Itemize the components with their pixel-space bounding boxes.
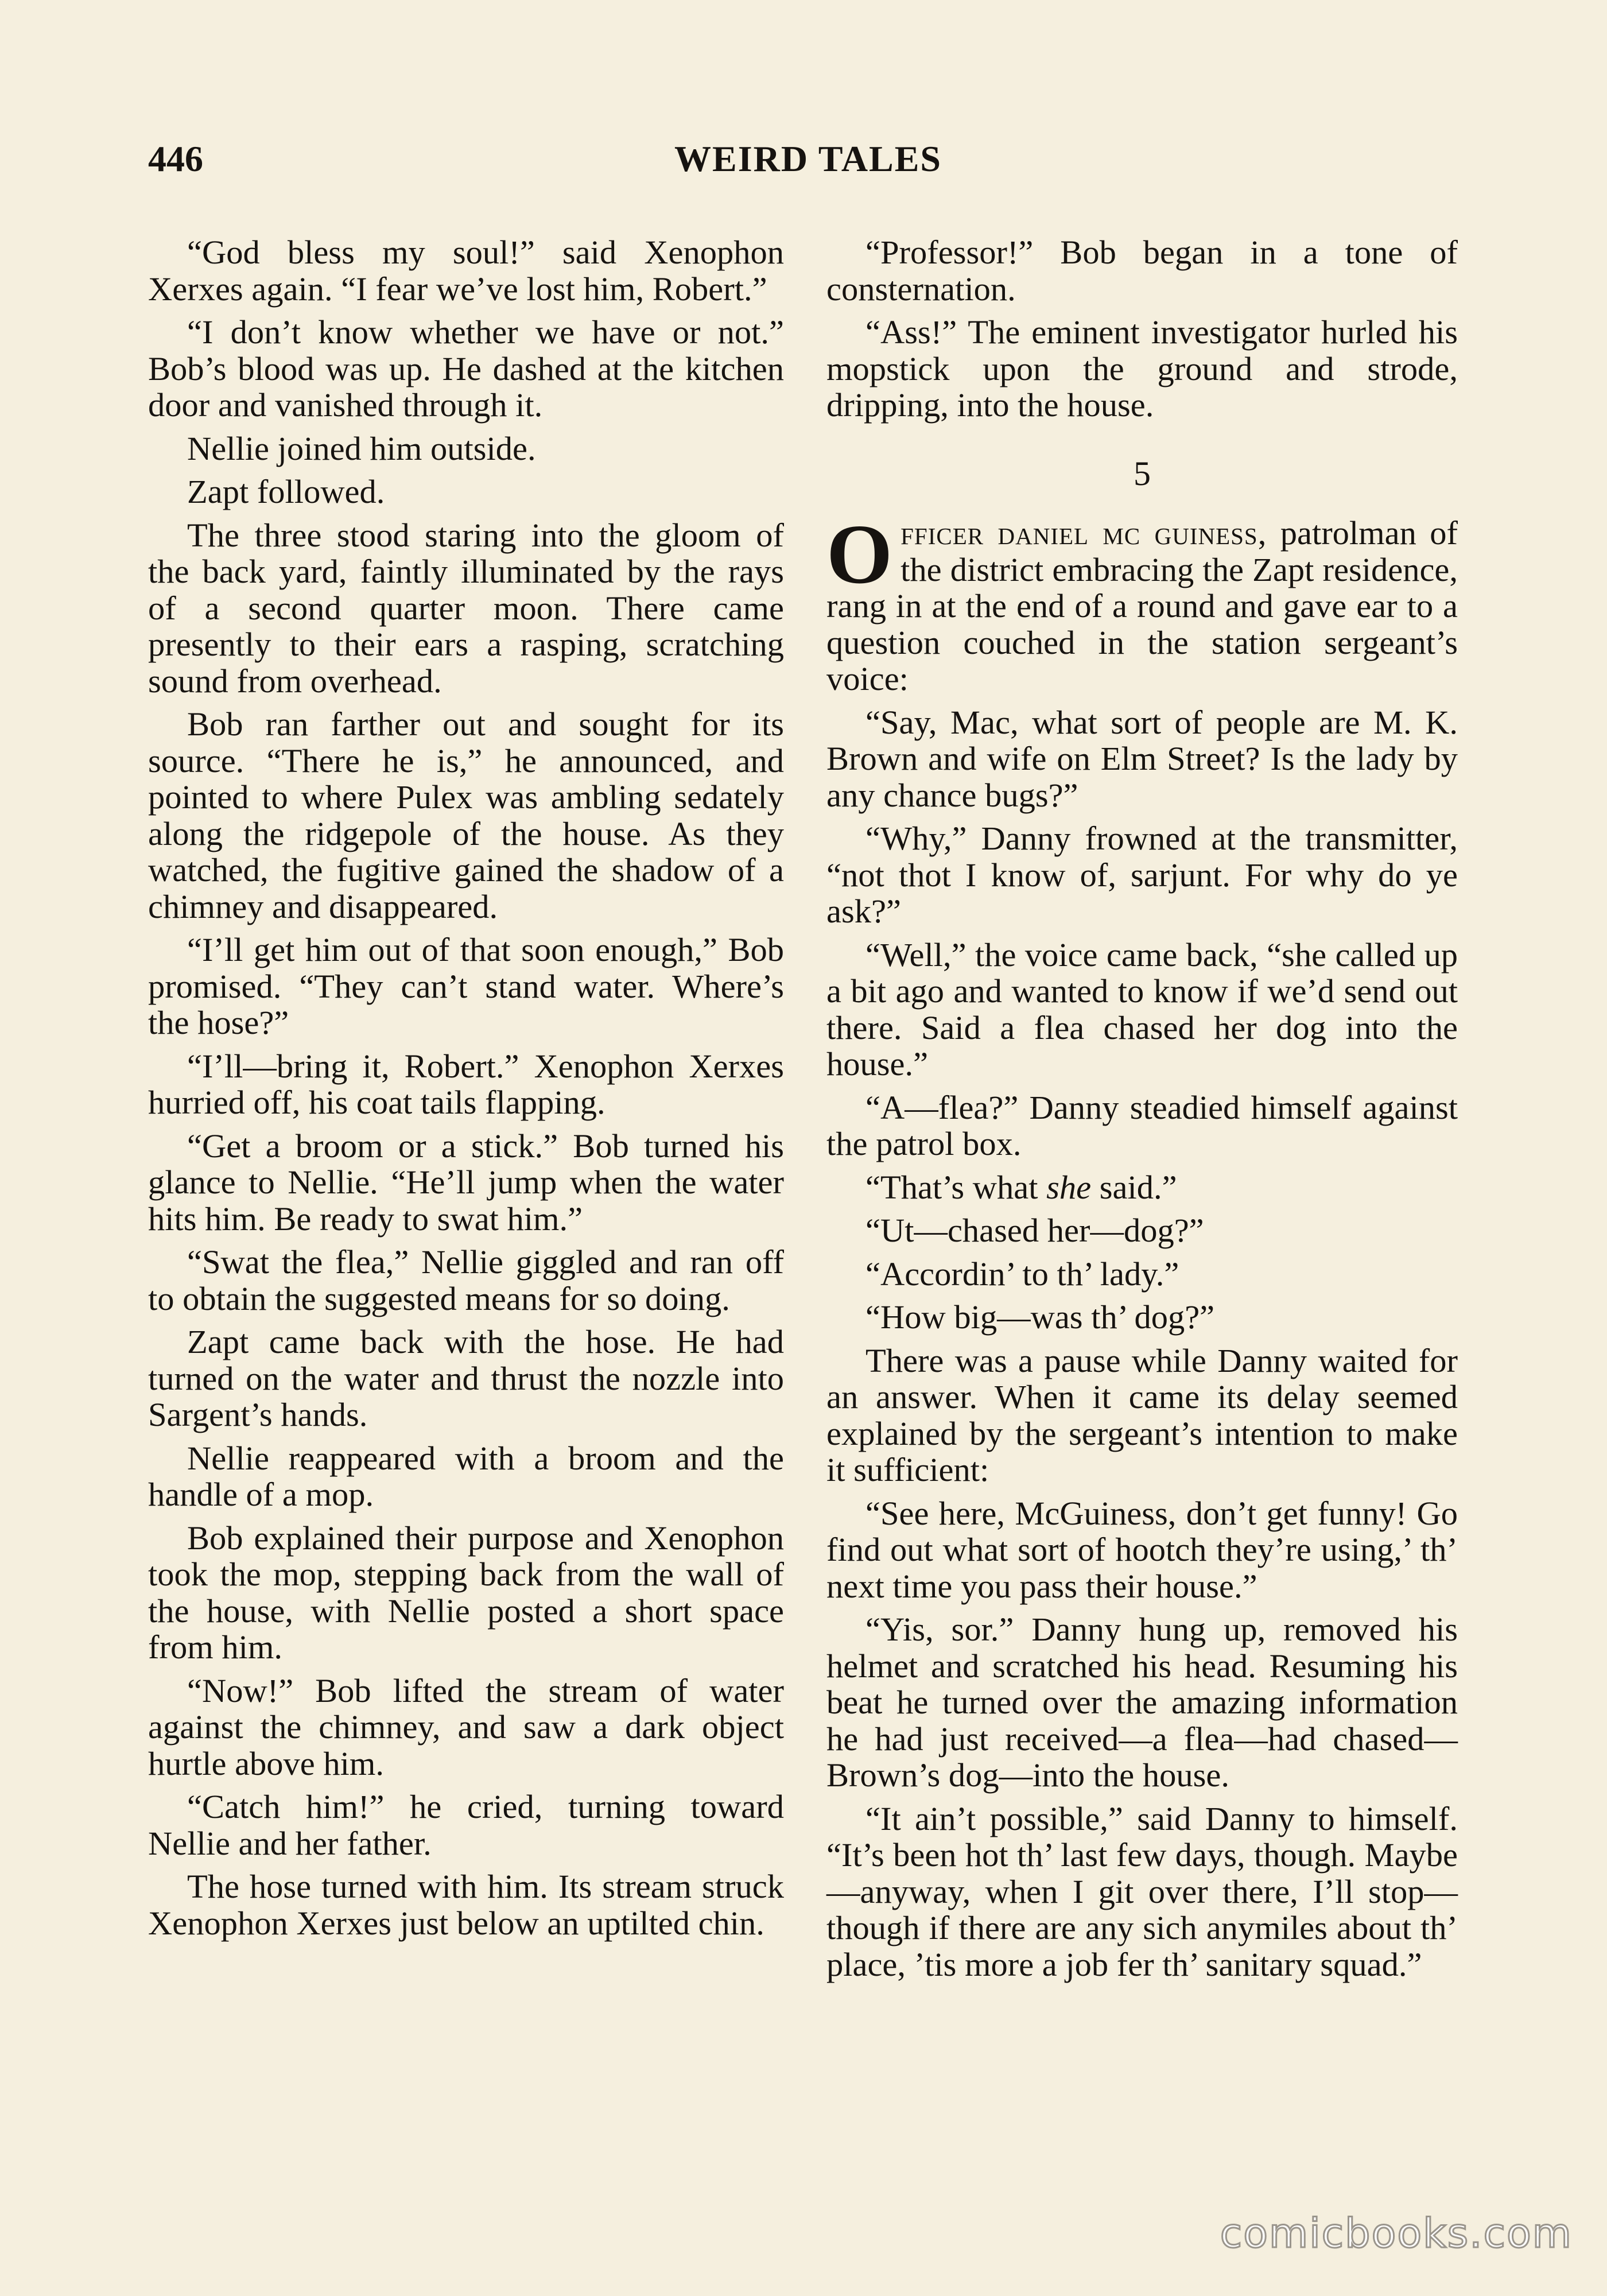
paragraph: There was a pause while Danny waited for an answer. When it came its delay seemed explained by the sergeant’s intention to make it sufficient: [826, 1341, 1458, 1488]
paragraph: “Swat the flea,” Nellie giggled and ran off to obtain the suggested means for so doing. [148, 1243, 784, 1317]
paragraph: “Now!” Bob lifted the stream of water against the chimney, and saw a dark object hurtle above him. [148, 1671, 784, 1782]
left-column [148, 234, 784, 1948]
paragraph: “God bless my soul!” said Xenophon Xerxes again. “I fear we’ve lost him, Robert.” [148, 234, 784, 308]
paragraph: “I’ll—bring it, Robert.” Xenophon Xerxes hurried off, his coat tails flapping. [148, 1047, 784, 1121]
paragraph: “I’ll get him out of that soon enough,” Bob promised. “They can’t stand water. Where’s the hose?” [148, 931, 784, 1041]
paragraph: “Ass!” The eminent investigator hurled his mopstick upon the ground and strode, dripping, into the house. [826, 313, 1458, 424]
paragraph: Zapt followed. [187, 473, 385, 510]
paragraph: “It ain’t possible,” said Danny to himself. “It’s been hot th’ last few days, though. Maybe—anyway, when I git over there, I’ll stop—though if there are any sich anymiles about th’ place, ’tis more a job fer th’ sanitary squad.” [826, 1799, 1458, 1983]
italic-line-before: “That’s what [865, 1168, 1047, 1206]
section-number: 5 [1134, 454, 1151, 492]
paragraph: “Why,” Danny frowned at the transmitter, “not thot I know of, sarjunt. For why do ye ask?” [826, 820, 1458, 930]
paragraph: “Get a broom or a stick.” Bob turned his glance to Nellie. “He’ll jump when the water hits him. Be ready to swat him.” [148, 1127, 784, 1238]
paragraph: The three stood staring into the gloom of the back yard, faintly illuminated by the rays of a second quarter moon. There came presently to their ears a rasping, scratching sound from overhead. [148, 516, 784, 700]
watermark: comicbooks.com [1220, 2210, 1573, 2257]
paragraph: “Accordin’ to th’ lady.” [865, 1255, 1179, 1293]
paragraph: “Yis, sor.” Danny hung up, removed his helmet and scratched his head. Resuming his beat he turned over the amazing information he had just received—a flea—had chased—Brown’s dog—into the house. [826, 1611, 1458, 1794]
section-opening-paragraph [826, 507, 1458, 697]
paragraph: “Ut—chased her—dog?” [865, 1212, 1204, 1249]
drop-cap: O [826, 507, 893, 602]
paragraph: “Professor!” Bob began in a tone of consternation. [826, 234, 1458, 308]
opening-text: patrolman of the district embracing the Zapt residence, rang in at the end of a round and gave ear to a question couched in the station sergeant’s voice: [826, 514, 1458, 697]
paragraph: Nellie reappeared with a broom and the handle of a mop. [148, 1439, 784, 1513]
paragraph: Bob ran farther out and sought for its source. “There he is,” he announced, and pointed to where Pulex was ambling sedately along the ridgepole of the house. As they watched, the fugitive gained the shadow of a chimney and disappeared. [148, 705, 784, 925]
paragraph: “Say, Mac, what sort of people are M. K. Brown and wife on Elm Street? Is the lady by any chance bugs?” [826, 703, 1458, 814]
right-column [826, 234, 1458, 1989]
paragraph: “A—flea?” Danny steadied himself against the patrol box. [826, 1088, 1458, 1162]
running-title: WEIRD TALES [674, 138, 942, 179]
page-number: 446 [148, 138, 203, 179]
paragraph: Bob explained their purpose and Xenophon took the mop, stepping back from the wall of the house, with Nellie posted a short space from him. [148, 1519, 784, 1666]
paragraph: “How big—was th’ dog?” [865, 1298, 1215, 1336]
paragraph: “See here, McGuiness, don’t get funny! Go find out what sort of hootch they’re using,’ th’ next time you pass their house.” [826, 1494, 1458, 1605]
page-header [148, 138, 1468, 189]
emphasis: she [1046, 1168, 1092, 1206]
paragraph: Nellie joined him outside. [187, 429, 536, 467]
paragraph [826, 1169, 1458, 1206]
paragraph: “I don’t know whether we have or not.” Bob’s blood was up. He dashed at the kitchen door and vanished through it. [148, 313, 784, 424]
italic-line-after: said.” [1091, 1168, 1177, 1206]
paragraph: “Well,” the voice came back, “she called up a bit ago and wanted to know if we’d send out there. Said a flea chased her dog into the house.” [826, 936, 1458, 1083]
small-caps-lead: fficer daniel mc guiness, [900, 514, 1267, 552]
paragraph: The hose turned with him. Its stream struck Xenophon Xerxes just below an uptilted chin. [148, 1868, 784, 1942]
paragraph: Zapt came back with the hose. He had turned on the water and thrust the nozzle into Sargent’s hands. [148, 1323, 784, 1433]
paragraph: “Catch him!” he cried, turning toward Nellie and her father. [148, 1788, 784, 1862]
